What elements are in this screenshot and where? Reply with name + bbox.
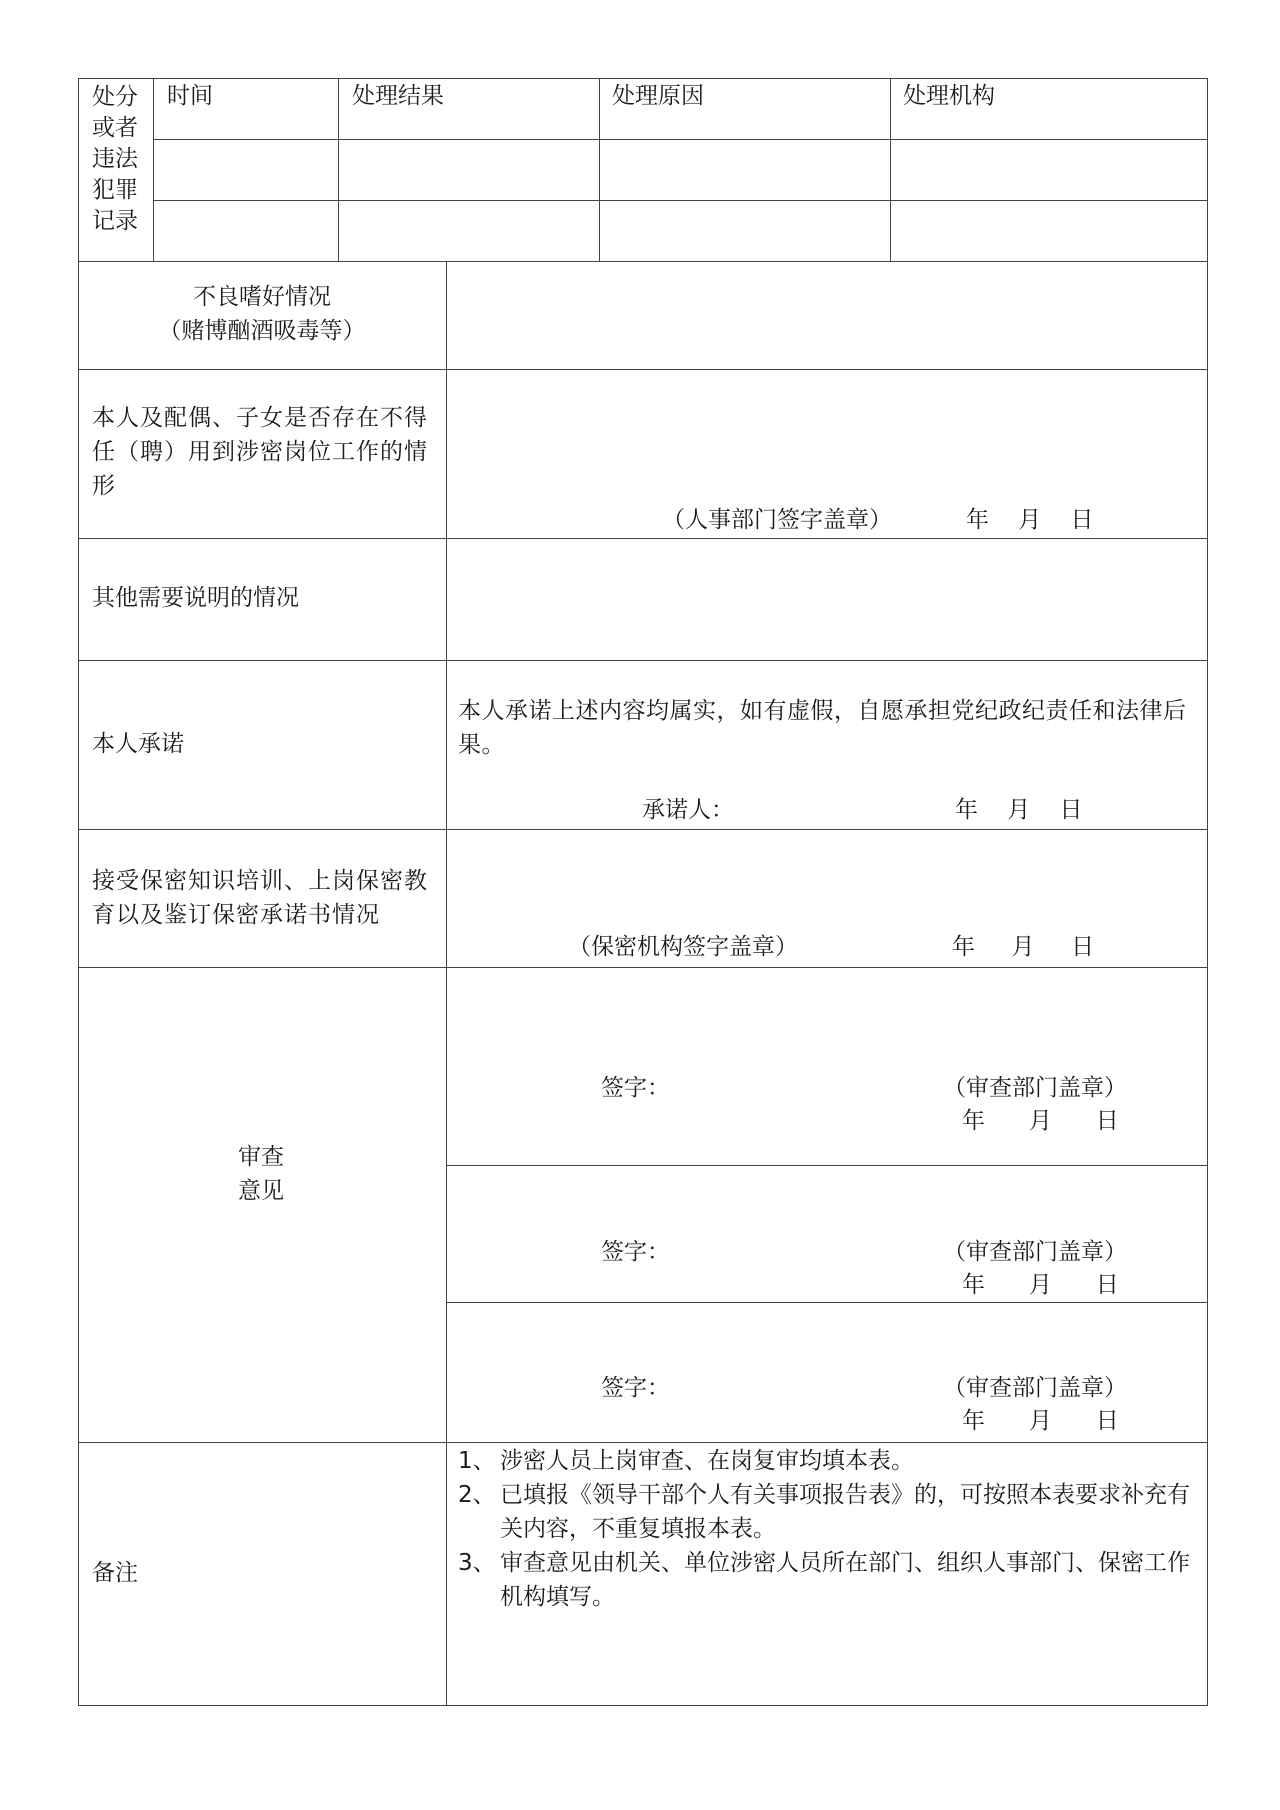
review-date: 年 月 日 [962,1408,1119,1434]
section-divider [78,967,1208,968]
promise-signer: 承诺人： [642,797,734,823]
notes-label: 备注 [92,1560,138,1586]
record-grid-line [153,78,154,261]
review-seal: （审查部门盖章） [943,1375,1127,1401]
record-grid-line [599,78,600,261]
review-sign: 签字： [601,1075,670,1101]
habits-label: 不良嗜好情况 [193,284,331,310]
record-grid-line [153,139,1208,140]
note-text: 审查意见由机关、单位涉密人员所在部门、组织人事部门、保密工作机构填写。 [500,1550,1190,1610]
review-seal: （审查部门盖章） [943,1239,1127,1265]
note-text: 涉密人员上岗审查、在岗复审均填本表。 [500,1448,914,1474]
record-col-agency: 处理机构 [903,83,995,109]
section-divider [78,538,1208,539]
restriction-label: 本人及配偶、子女是否存在不得任（聘）用到涉密岗位工作的情形 [92,405,428,499]
section-divider [78,660,1208,661]
note-number: 1、 [458,1448,496,1474]
section-divider [78,829,1208,830]
review-date: 年 月 日 [962,1108,1119,1134]
list-item [458,1478,1200,1546]
list-item [458,1444,1200,1478]
review-sign: 签字： [601,1375,670,1401]
restriction-date: 年 月 日 [966,507,1094,533]
label-column-divider [446,261,447,1706]
record-row-label: 处分或者违法犯罪记录 [92,84,138,234]
notes-list [458,1444,1200,1614]
promise-label: 本人承诺 [92,731,184,757]
record-col-reason: 处理原因 [612,83,704,109]
training-seal: （保密机构签字盖章） [568,934,798,960]
review-sign: 签字： [601,1239,670,1265]
note-number: 3、 [458,1550,496,1576]
record-grid-line [338,78,339,261]
section-divider [78,261,1208,262]
record-col-result: 处理结果 [352,83,444,109]
training-label: 接受保密知识培训、上岗保密教育以及鉴订保密承诺书情况 [92,868,428,928]
restriction-seal: （人事部门签字盖章） [662,507,892,533]
training-date: 年 月 日 [952,934,1095,960]
other-label: 其他需要说明的情况 [92,585,299,611]
review-block-divider [446,1302,1208,1303]
record-grid-line [153,200,1208,201]
record-col-time: 时间 [167,83,213,109]
review-block-divider [446,1165,1208,1166]
list-item [458,1546,1200,1614]
record-grid-line [890,78,891,261]
section-divider [78,369,1208,370]
review-seal: （审查部门盖章） [943,1075,1127,1101]
section-divider [78,1442,1208,1443]
habits-label-note: （赌博酗酒吸毒等） [158,318,366,344]
review-date: 年 月 日 [962,1272,1119,1298]
note-number: 2、 [458,1482,496,1508]
review-label: 审查意见 [238,1144,284,1204]
promise-text: 本人承诺上述内容均属实，如有虚假，自愿承担党纪政纪责任和法律后果。 [458,698,1187,758]
note-text: 已填报《领导干部个人有关事项报告表》的，可按照本表要求补充有关内容，不重复填报本表。 [500,1482,1190,1542]
promise-date: 年 月 日 [955,797,1083,823]
